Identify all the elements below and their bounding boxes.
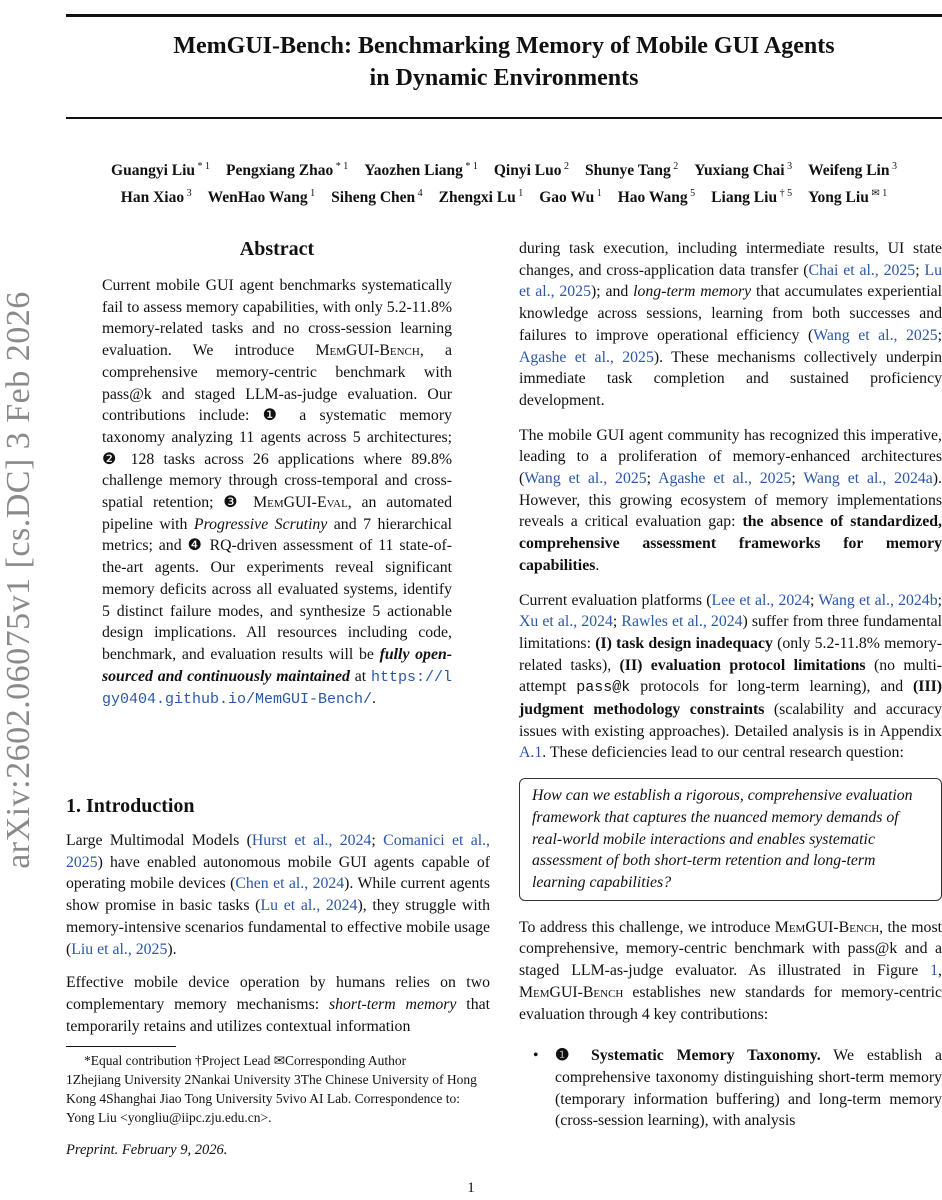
abstract-emphasis: fully open-sourced and continuously maintained bbox=[102, 645, 453, 685]
title-line-2: in Dynamic Environments bbox=[369, 65, 639, 91]
citation-link[interactable]: Lu et al., 2025 bbox=[519, 261, 942, 301]
body-text: ). While current agents show promise in basic tasks ( bbox=[66, 875, 490, 915]
author-name bbox=[808, 189, 887, 206]
author-affiliation-mark: 5 bbox=[687, 188, 696, 200]
body-text: ; bbox=[810, 591, 819, 609]
body-bold: (I) task design inadequacy bbox=[595, 634, 773, 652]
citation-link[interactable]: Liu et al., 2025 bbox=[71, 940, 168, 958]
footnotes bbox=[66, 1051, 490, 1127]
title-line-1: MemGUI-Bench: Benchmarking Memory of Mobile GUI Agents bbox=[173, 33, 835, 59]
body-text: Effective mobile device operation by humans relies on two complementary memory mechanisms: bbox=[66, 974, 490, 1013]
author-name bbox=[539, 189, 602, 206]
author-list bbox=[66, 155, 942, 209]
author-name bbox=[494, 162, 569, 179]
right-paragraph-3 bbox=[519, 590, 942, 765]
preprint-date: Preprint. February 9, 2026. bbox=[66, 1142, 228, 1158]
body-bold: the absence of standardized, comprehensive assessment frameworks for memory capabilities bbox=[519, 513, 942, 574]
author-name bbox=[121, 189, 192, 206]
page-number: 1 bbox=[467, 1180, 475, 1196]
body-text: . These deficiencies lead to our central research question: bbox=[542, 744, 904, 762]
abstract-body bbox=[102, 275, 452, 711]
author-name bbox=[585, 162, 678, 179]
author-name-text: Weifeng Lin bbox=[808, 162, 890, 180]
body-text: ). However, this growing ecosystem of memory implementations reveals a critical evaluation gap: bbox=[519, 470, 942, 531]
abstract-text: Current mobile GUI agent benchmarks systematically fail to assess memory capabilities, with only 5.2-11.8% memory-related tasks and no cross-session learning evaluation. We introduce bbox=[102, 277, 452, 360]
abstract-emphasis: Progressive Scrutiny bbox=[193, 515, 328, 533]
research-question-text: How can we establish a rigorous, comprehensive evaluation framework that captures the nuanced memory demands of real-world mobile interactions and enables systematic assessment of both short-term retention and long-term learning capabilities? bbox=[532, 787, 913, 891]
body-text: To address this challenge, we introduce bbox=[519, 918, 775, 936]
author-affiliation-mark: 1 bbox=[307, 188, 316, 200]
citation-link[interactable]: Wang et al., 2024a bbox=[803, 470, 933, 488]
body-text: ; bbox=[791, 470, 804, 488]
body-emphasis: long-term memory bbox=[633, 283, 752, 301]
contribution-list bbox=[519, 1045, 942, 1132]
body-emphasis: short-term memory bbox=[328, 995, 457, 1013]
author-name bbox=[711, 189, 792, 206]
author-name-text: Guangyi Liu bbox=[111, 162, 196, 180]
author-affiliation-mark: 1 bbox=[515, 188, 524, 200]
project-url-link[interactable]: https://lgy0404.github.io/MemGUI-Bench/ bbox=[102, 668, 452, 709]
body-text: (no multi-attempt bbox=[519, 656, 942, 696]
author-name-text: Gao Wu bbox=[539, 189, 595, 207]
author-name-text: Yuxiang Chai bbox=[694, 162, 785, 180]
author-affiliation-mark: * 1 bbox=[462, 161, 478, 172]
author-name-text: WenHao Wang bbox=[207, 189, 308, 207]
abstract-text: , a comprehensive memory-centric benchmark with pass@k and staged LLM-as-judge evaluation. Our contributions include: ❶ a systematic memory taxonomy analyzing 11 agents across 5 architectures; ❷ 128 tasks across 26 applications where 89.8% challenge memory through cross-temporal and cross-spatial retention; ❸ bbox=[102, 342, 452, 512]
benchmark-name: MemGUI-Bench bbox=[519, 983, 624, 1001]
author-name bbox=[439, 189, 524, 206]
code-text: pass@k bbox=[576, 679, 631, 697]
body-text: (scalability and accuracy issues with existing approaches). Detailed analysis is in Appendix bbox=[519, 701, 942, 740]
author-name-text: Qinyi Luo bbox=[493, 162, 562, 180]
body-text: protocols for long-term learning), and bbox=[630, 678, 914, 696]
right-paragraph-2 bbox=[519, 425, 942, 577]
research-question-box bbox=[519, 778, 942, 901]
intro-paragraph-1 bbox=[66, 830, 490, 960]
title-rule-top bbox=[66, 14, 942, 17]
abstract-text: at bbox=[349, 667, 371, 685]
body-text: , bbox=[938, 962, 942, 980]
footnote-rule bbox=[66, 1046, 176, 1047]
body-text: We establish a comprehensive taxonomy distinguishing short-term memory (temporary information buffering) and long-term memory (cross-session learning), with analysis bbox=[555, 1047, 942, 1130]
citation-link[interactable]: Wang et al., 2024b bbox=[818, 591, 938, 609]
body-text: ; bbox=[371, 832, 384, 849]
citation-link[interactable]: Wang et al., 2025 bbox=[813, 326, 938, 344]
body-text: ) have enabled autonomous mobile GUI agents capable of operating mobile devices ( bbox=[66, 853, 490, 893]
body-text: . bbox=[595, 556, 600, 574]
body-bold: ❶ Systematic Memory Taxonomy. bbox=[555, 1047, 821, 1065]
author-affiliation-mark: * 1 bbox=[333, 161, 349, 172]
author-name-text: Yaozhen Liang bbox=[364, 162, 463, 180]
author-line-2 bbox=[66, 182, 942, 209]
body-text: (only 5.2-11.8% memory-related tasks), bbox=[519, 634, 942, 674]
author-affiliation-mark: † 5 bbox=[777, 188, 793, 200]
author-affiliation-mark: 3 bbox=[784, 161, 793, 172]
abstract-text: . bbox=[372, 690, 376, 708]
body-text: ). bbox=[167, 940, 177, 958]
author-affiliation-mark: 2 bbox=[561, 161, 569, 172]
intro-left-column bbox=[66, 830, 490, 1049]
author-name-text: Hao Wang bbox=[617, 189, 688, 207]
appendix-link[interactable]: A.1 bbox=[519, 744, 543, 762]
abstract-text: and 7 hierarchical metrics; and ❹ RQ-driven assessment of 11 state-of-the-art agents. Our experiments reveal significant memory deficits across all evaluated systems, identify 5 distinct failure modes, and synthesize 5 actionable design implications. All resources including code, benchmark, and evaluation results will be bbox=[102, 515, 452, 663]
body-text: ; bbox=[937, 591, 942, 609]
author-name-text: Yong Liu bbox=[808, 189, 869, 207]
citation-link[interactable]: Rawles et al., 2024 bbox=[621, 613, 743, 631]
intro-paragraph-2 bbox=[66, 972, 490, 1037]
body-text: ) suffer from three fundamental limitations: bbox=[519, 613, 942, 652]
list-item-text bbox=[555, 1045, 942, 1132]
body-text: ; bbox=[612, 613, 622, 631]
body-text: , the most comprehensive, memory-centric benchmark with pass@k and a staged LLM-as-judge evaluator. As illustrated in Figure bbox=[519, 918, 942, 980]
abstract-text: , an automated pipeline with bbox=[102, 494, 452, 533]
body-text: ), they struggle with memory-intensive scenarios fundamental to effective mobile usage ( bbox=[66, 897, 490, 958]
eval-pipeline-name: MemGUI-Eval bbox=[253, 494, 348, 512]
abstract-heading: Abstract bbox=[239, 238, 315, 260]
body-text: establishes new standards for memory-centric evaluation through 4 key contributions: bbox=[519, 983, 942, 1023]
title-rule-bottom bbox=[66, 117, 942, 119]
body-text: ; bbox=[937, 326, 942, 344]
body-text: ; bbox=[915, 261, 925, 279]
author-name-text: Zhengxi Lu bbox=[438, 189, 516, 207]
author-name bbox=[364, 162, 478, 179]
figure-link[interactable]: 1 bbox=[930, 962, 939, 980]
right-paragraph-1 bbox=[519, 238, 942, 412]
body-bold: (II) evaluation protocol limitations bbox=[619, 656, 866, 674]
author-name bbox=[694, 162, 792, 179]
author-affiliation-mark: 4 bbox=[415, 188, 423, 200]
body-text: ); and bbox=[590, 283, 634, 301]
citation-link[interactable]: Comanici et al., 2025 bbox=[66, 832, 491, 871]
footnote-contribution: *Equal contribution †Project Lead ✉Corresponding Author bbox=[84, 1053, 407, 1068]
author-name-text: Shunye Tang bbox=[585, 162, 671, 180]
body-text: Large Multimodal Models ( bbox=[66, 832, 252, 849]
citation-link[interactable]: Chen et al., 2024 bbox=[235, 875, 345, 893]
body-text: ). These mechanisms collectively underpin immediate task completion and sustained proficiency development. bbox=[519, 348, 942, 409]
footnote-affiliations: 1Zhejiang University 2Nankai University 3The Chinese University of Hong Kong 4Shanghai Jiao Tong University 5vivo AI Lab. Correspondence to: Yong Liu <yongliu@iipc.zju.edu.cn>. bbox=[66, 1072, 477, 1125]
paper-title bbox=[66, 30, 942, 94]
citation-link[interactable]: Hurst et al., 2024 bbox=[251, 832, 372, 849]
author-name-text: Siheng Chen bbox=[331, 189, 416, 207]
body-text: that accumulates experiential knowledge across sessions, learning from both successes and failures to improve operational efficiency ( bbox=[519, 283, 942, 344]
author-name-text: Han Xiao bbox=[120, 189, 185, 207]
citation-link[interactable]: Chai et al., 2025 bbox=[808, 261, 916, 279]
list-item bbox=[533, 1045, 942, 1132]
author-name bbox=[618, 189, 695, 206]
author-line-1 bbox=[66, 155, 942, 182]
citation-link[interactable]: Agashe et al., 2025 bbox=[519, 348, 654, 366]
body-text: ; bbox=[646, 470, 659, 488]
author-name-text: Pengxiang Zhao bbox=[226, 162, 334, 180]
author-affiliation-mark: * 1 bbox=[195, 161, 211, 172]
bullet-mark: • bbox=[533, 1047, 539, 1065]
body-text: that temporarily retains and utilizes contextual information bbox=[66, 995, 490, 1035]
body-text: Current evaluation platforms ( bbox=[519, 591, 712, 609]
body-bold: (III) judgment methodology constraints bbox=[519, 678, 942, 719]
author-affiliation-mark: ✉ 1 bbox=[868, 188, 888, 200]
author-affiliation-mark: 2 bbox=[670, 161, 679, 172]
benchmark-name: MemGUI-Bench bbox=[315, 342, 420, 360]
author-name bbox=[208, 189, 316, 206]
arxiv-stamp: arXiv:2602.06075v1 [cs.DC] 3 Feb 2026 bbox=[0, 291, 37, 869]
author-affiliation-mark: 3 bbox=[184, 188, 192, 200]
body-text: during task execution, including intermediate results, UI state changes, and cross-application data transfer ( bbox=[519, 240, 942, 279]
citation-link[interactable]: Wang et al., 2025 bbox=[524, 470, 647, 488]
body-text: The mobile GUI agent community has recognized this imperative, leading to a proliferation of memory-enhanced architectures ( bbox=[519, 426, 942, 488]
author-affiliation-mark: 1 bbox=[594, 188, 602, 200]
citation-link[interactable]: Agashe et al., 2025 bbox=[658, 470, 792, 488]
author-name-text: Liang Liu bbox=[711, 189, 778, 207]
benchmark-name: MemGUI-Bench bbox=[774, 918, 880, 936]
author-name bbox=[808, 162, 897, 179]
author-name bbox=[111, 162, 210, 179]
citation-link[interactable]: Lu et al., 2024 bbox=[260, 897, 358, 915]
citation-link[interactable]: Xu et al., 2024 bbox=[519, 613, 613, 631]
introduction-heading: 1. Introduction bbox=[66, 795, 195, 817]
right-paragraph-4 bbox=[519, 917, 942, 1026]
right-column bbox=[519, 238, 942, 1132]
author-name bbox=[226, 162, 348, 179]
author-name bbox=[331, 189, 423, 206]
citation-link[interactable]: Lee et al., 2024 bbox=[711, 591, 811, 609]
author-affiliation-mark: 3 bbox=[889, 161, 897, 172]
